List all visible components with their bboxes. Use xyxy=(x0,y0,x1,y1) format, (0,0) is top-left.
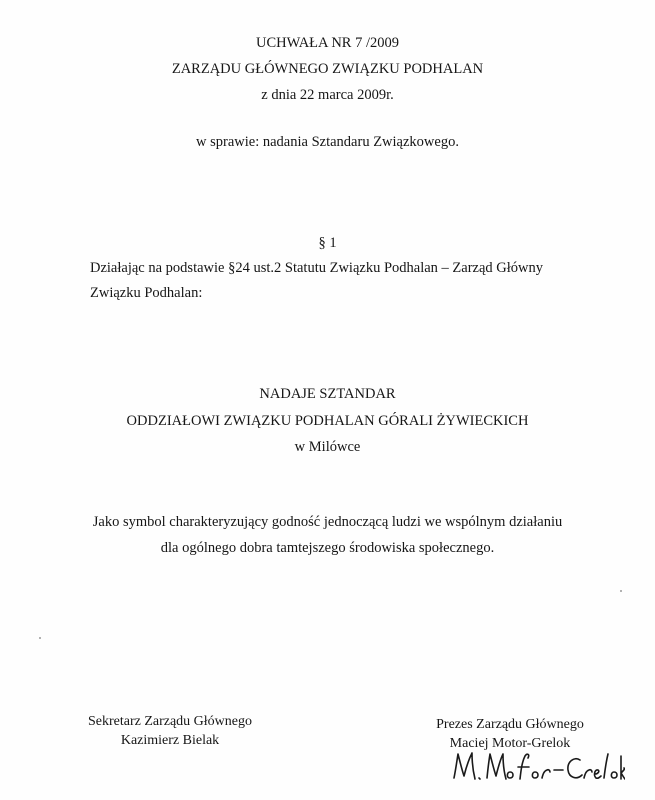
justification-line-1: Jako symbol charakteryzujący godność jednoczącą ludzi we wspólnym działaniu xyxy=(92,514,563,530)
decision-heading: NADAJE SZTANDAR xyxy=(259,386,396,402)
president-role: Prezes Zarządu Głównego xyxy=(436,717,584,732)
signature-block-secretary xyxy=(70,712,270,750)
scan-speck xyxy=(620,590,622,592)
resolution-issuer: ZARZĄDU GŁÓWNEGO ZWIĄZKU PODHALAN xyxy=(171,61,484,77)
decision-location: w Milówce xyxy=(294,439,361,455)
resolution-subject: w sprawie: nadania Sztandaru Związkowego. xyxy=(196,134,459,150)
section-text-line-2: Związku Podhalan: xyxy=(90,285,203,301)
secretary-name: Kazimierz Bielak xyxy=(120,733,220,748)
resolution-date: z dnia 22 marca 2009r. xyxy=(261,87,394,103)
secretary-role: Sekretarz Zarządu Głównego xyxy=(87,714,253,729)
scan-speck xyxy=(39,637,41,639)
justification-line-2: dla ogólnego dobra tamtejszego środowiska społecznego. xyxy=(160,540,495,556)
president-name: Maciej Motor-Grelok xyxy=(449,736,571,751)
section-text-line-1: Działając na podstawie §24 ust.2 Statutu Związku Podhalan – Zarząd Główny xyxy=(90,260,544,276)
handwritten-signature xyxy=(450,748,625,788)
resolution-title: UCHWAŁA NR 7 /2009 xyxy=(256,35,399,51)
section-mark: § 1 xyxy=(318,235,337,251)
decision-recipient: ODDZIAŁOWI ZWIĄZKU PODHALAN GÓRALI ŻYWIECKICH xyxy=(126,413,529,429)
